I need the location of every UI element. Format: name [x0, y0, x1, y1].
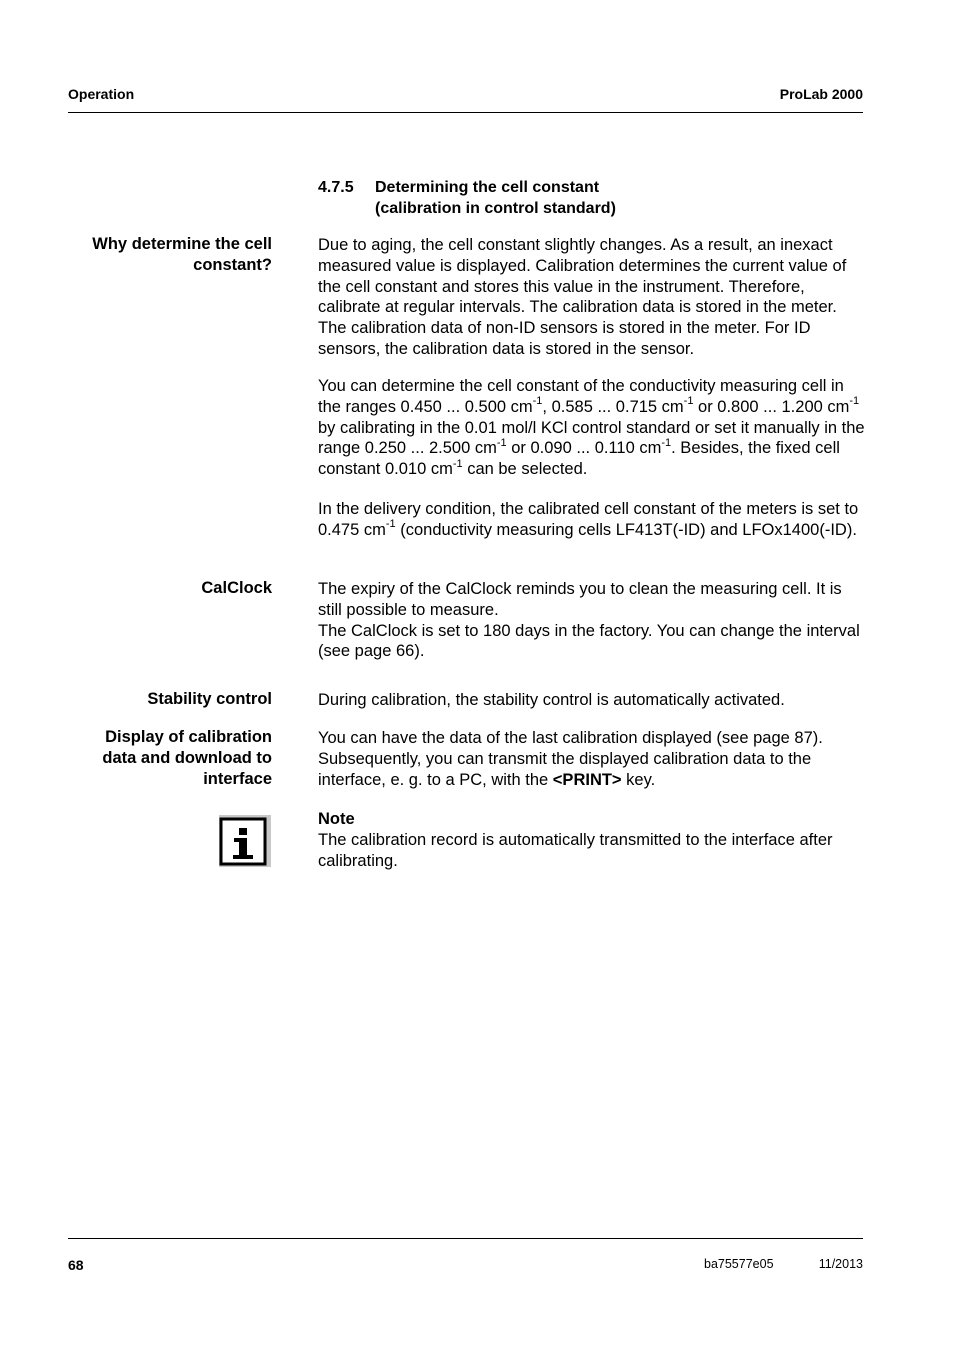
why-paragraph-3: In the delivery condition, the calibrated cell constant of the meters is set to 0.475 $cm^{-1}$ (conductivity measuring cells LF413T(-ID) and LFOx1400(-ID). [318, 500, 859, 539]
footer-page-number: 68 [68, 1257, 84, 1273]
calclock-text-2: The CalClock is set to 180 days in the factory. You can change the interval (see page 66). [318, 621, 860, 661]
stability-label: Stability control [147, 690, 272, 708]
info-icon [219, 815, 271, 867]
footer-document-id: ba75577e05 [704, 1257, 774, 1271]
note-title: Note [318, 810, 355, 828]
section-number: 4.7.5 [318, 179, 354, 196]
footer-rule [68, 1238, 863, 1239]
calclock-text-1: The expiry of the CalClock reminds you to clean the measuring cell. It is still possible to measure. [318, 580, 842, 619]
calclock-label: CalClock [201, 579, 272, 597]
section-title [375, 177, 616, 219]
section-title-line1: Determining the cell constant [375, 179, 600, 196]
section-heading [318, 177, 616, 219]
why-label: Why determine the cell constant? [92, 235, 272, 274]
calclock-text [318, 579, 866, 662]
footer-date: 11/2013 [818, 1257, 863, 1271]
header-right: ProLab 2000 [779, 86, 863, 102]
display-label: Display of calibration data and download to interface [102, 728, 272, 788]
section-title-line2: (calibration in control standard) [375, 200, 616, 217]
why-paragraph-1: Due to aging, the cell constant slightly changes. As a result, an inexact measured value is displayed. Calibration determines the current value of the cell constant and stores this value in the instrument. Therefore, calibrate at regular intervals. The calibration data is stored in the meter. The calibration data of non-ID sensors is stored in the meter. For ID sensors, the calibration data is stored in the sensor. [318, 236, 847, 358]
note-text: The calibration record is automatically transmitted to the interface after calibrating. [318, 830, 833, 870]
stability-text: During calibration, the stability control is automatically activated. [318, 691, 785, 709]
header-left: Operation [68, 86, 135, 102]
print-key: <PRINT> [552, 770, 622, 789]
header-rule [68, 112, 863, 113]
why-paragraph-2: You can determine the cell constant of the conductivity measuring cell in the ranges 0.450 ... 0.500 $cm^{-1}$, 0.585 ... 0.715 $cm^{-1}$ or 0.800 ... 1.200 $cm^{-1}$ by calibrating in the 0.01 mol/l KCl control standard or set it manually in the range 0.250 ... 2.500 $cm^{-1}$ or 0.090 ... 0.110 $cm^{-1}$. Besides, the fixed cell constant 0.010 $cm^{-1}$ can be selected. [318, 377, 865, 479]
note-block [318, 809, 866, 871]
display-text: You can have the data of the last calibration displayed (see page 87). Subsequently, you can transmit the displayed calibration data to the interface, e. g. to a PC, with the <PRINT> key. [318, 729, 823, 789]
